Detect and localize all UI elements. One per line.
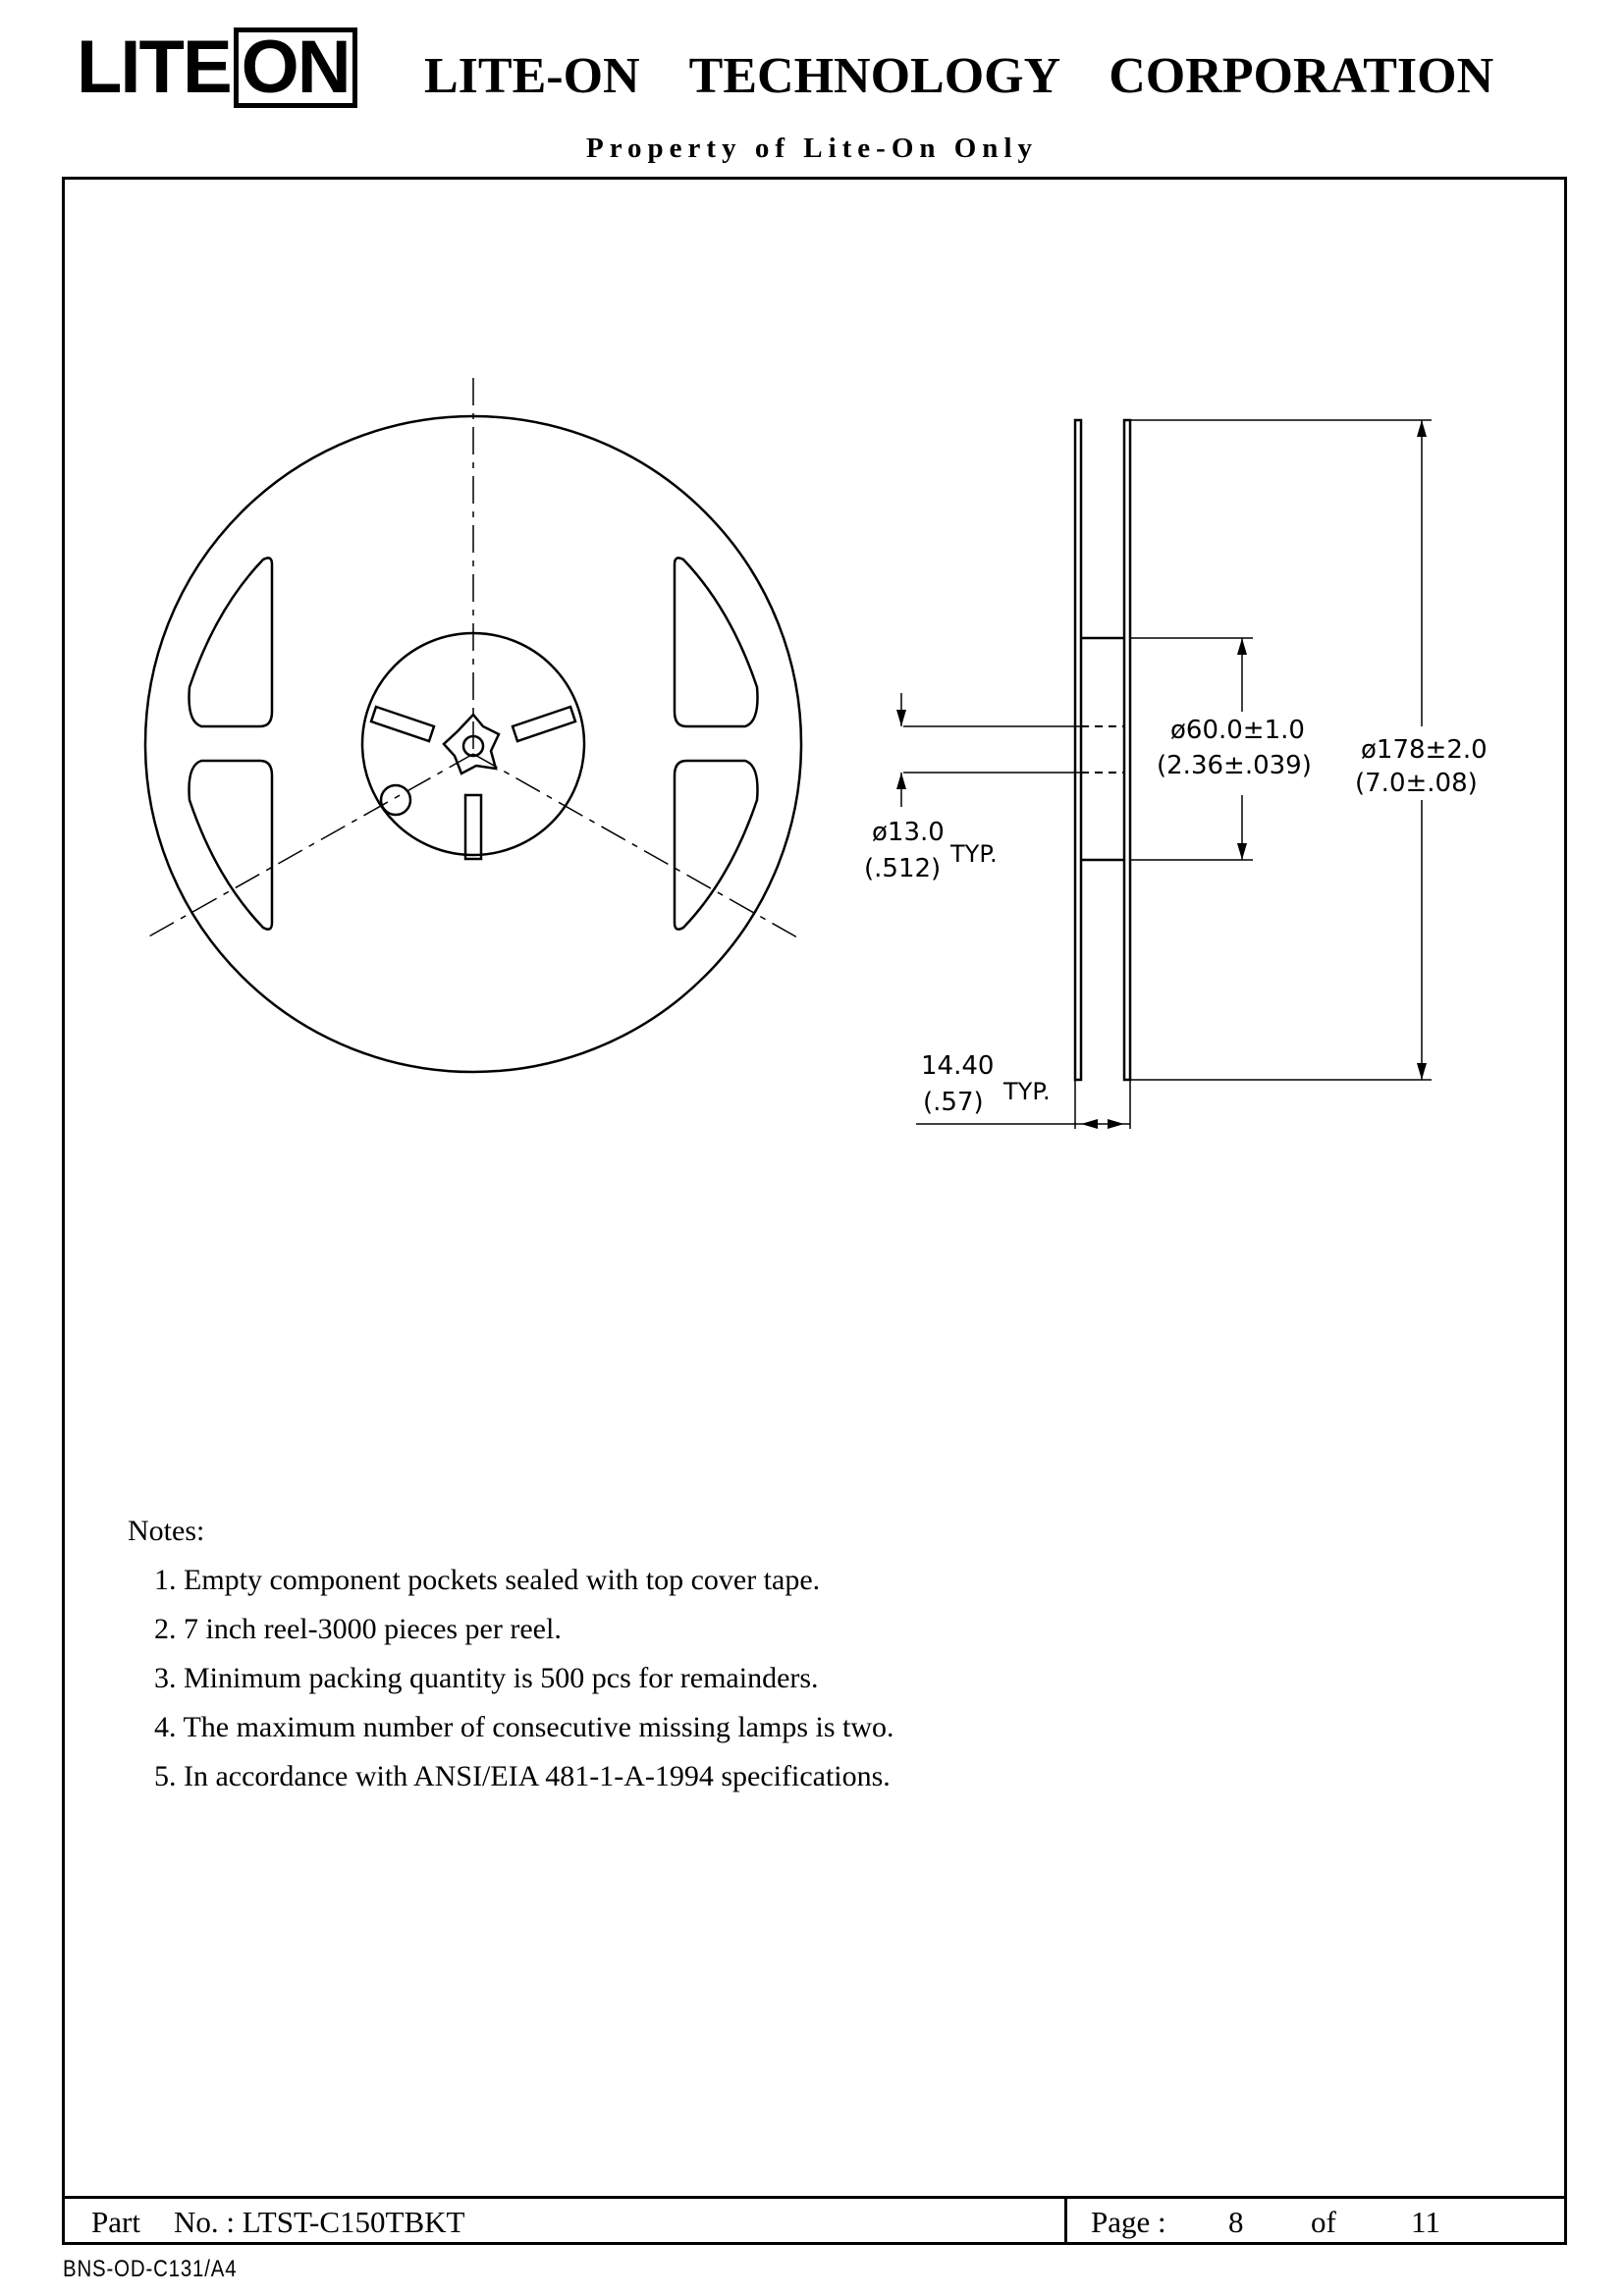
reel-side-flange-right: [1124, 420, 1130, 1080]
note-item: 1. Empty component pockets sealed with top cover tape.: [154, 1564, 821, 1596]
dim-hub-dia: ø13.0: [872, 818, 945, 847]
hub-slot-left: [371, 707, 434, 741]
page-number: 8: [1228, 2205, 1244, 2239]
reel-window-upper-left: [189, 558, 273, 726]
footer-divider: [1064, 2199, 1067, 2245]
part-label: Part: [91, 2205, 140, 2239]
form-code: BNS-OD-C131/A4: [63, 2256, 238, 2282]
note-item: 5. In accordance with ANSI/EIA 481-1-A-1994 specifications.: [154, 1760, 891, 1792]
hub-slot-bottom: [465, 795, 481, 859]
page-of-label: of: [1311, 2205, 1336, 2239]
property-notice: Property of Lite-On Only: [585, 133, 1038, 164]
centerline-left: [147, 754, 473, 937]
company-name: LITE-ON TECHNOLOGY CORPORATION: [424, 48, 1494, 104]
dim-reel-dia: ø178±2.0: [1361, 735, 1488, 765]
hub-slot-right: [513, 707, 575, 741]
reel-window-lower-left: [189, 761, 273, 930]
dim-width: 14.40: [921, 1051, 995, 1081]
dim-core-dia-inch: (2.36±.039): [1157, 751, 1312, 780]
dim-width-typ: TYP.: [1003, 1078, 1051, 1105]
dim-hub-dia-inch: (.512): [864, 854, 942, 883]
notes-title: Notes:: [128, 1515, 205, 1547]
hub-spindle: [444, 715, 499, 774]
reel-alignment-hole: [381, 785, 410, 815]
centerline-right: [473, 754, 797, 937]
part-number-field: [91, 2205, 464, 2240]
reel-window-upper-right: [675, 558, 758, 726]
dim-hub-typ: TYP.: [950, 840, 998, 868]
dim-core-dia: ø60.0±1.0: [1170, 716, 1305, 745]
page-total: 11: [1411, 2205, 1440, 2239]
note-item: 2. 7 inch reel-3000 pieces per reel.: [154, 1613, 562, 1645]
part-number: No. : LTST-C150TBKT: [173, 2205, 465, 2239]
reel-window-lower-right: [675, 761, 758, 930]
logo-text: LITE: [77, 26, 231, 109]
logo-boxed-text: ON: [234, 27, 357, 108]
page-label: Page :: [1091, 2205, 1166, 2239]
dim-reel-dia-inch: (7.0±.08): [1355, 769, 1478, 798]
page-indicator: [1091, 2205, 1440, 2240]
dim-width-inch: (.57): [923, 1088, 984, 1117]
note-item: 3. Minimum packing quantity is 500 pcs for remainders.: [154, 1662, 819, 1694]
notes-section: [128, 1507, 894, 1801]
note-item: 4. The maximum number of consecutive missing lamps is two.: [154, 1711, 894, 1743]
reel-side-flange-left: [1075, 420, 1081, 1080]
footer-bar: [62, 2196, 1567, 2245]
